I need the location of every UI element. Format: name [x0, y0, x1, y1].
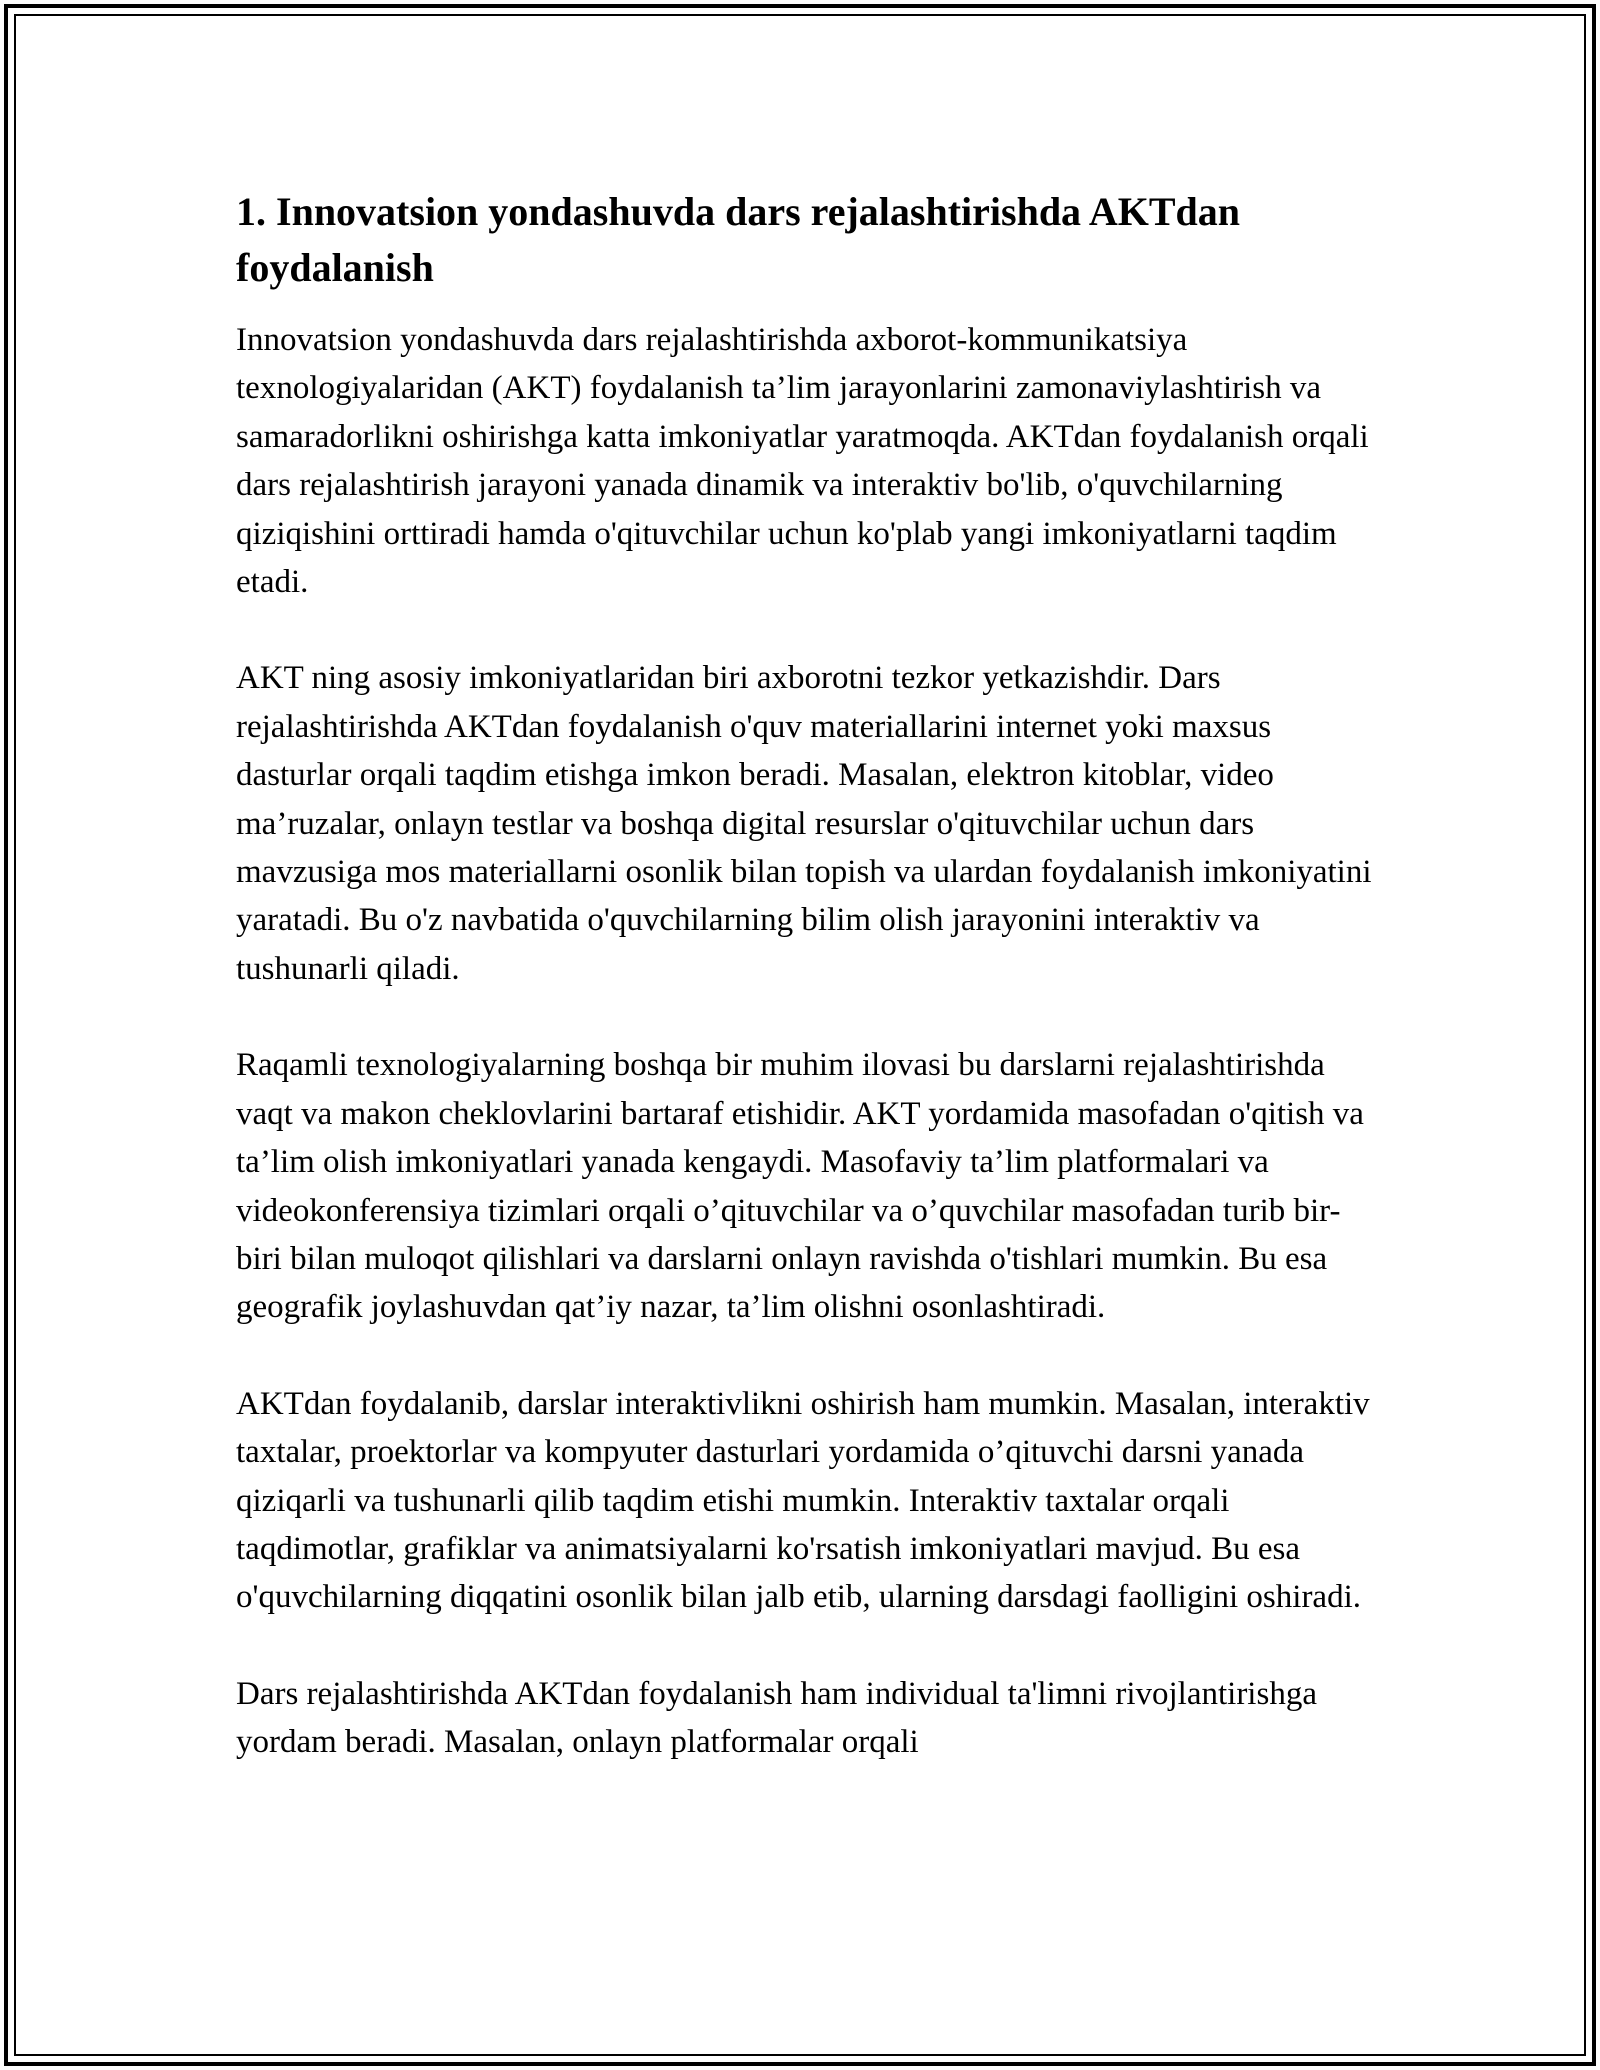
paragraph-3: Raqamli texnologiyalarning boshqa bir muhim ilovasi bu darslarni rejalashtirishda vaqt va makon cheklovlarini bartaraf etishidir. AKT yordamida masofadan o'qitish va ta’lim olish imkoniyatlari yanada kengaydi. Masofaviy ta’lim platformalari va videokonferensiya tizimlari orqali o’qituvchilar va o’quvchilar masofadan turib bir-biri bilan muloqot qilishlari va darslarni onlayn ravishda o'tishlari mumkin. Bu esa geografik joylashuvdan qat’iy nazar, ta’lim olishni osonlashtiradi.	[236, 1047, 1364, 1326]
document-body	[236, 184, 1376, 1815]
paragraph-1: Innovatsion yondashuvda dars rejalashtirishda axborot-kommunikatsiya texnologiyalaridan (AKT) foydalanish ta’lim jarayonlarini zamonaviylashtirish va samaradorlikni oshirishga katta imkoniyatlar yaratmoqda. AKTdan foydalanish orqali dars rejalashtirish jarayoni yanada dinamik va interaktiv bo'lib, o'quvchilarning qiziqishini orttiradi hamda o'qituvchilar uchun ko'plab yangi imkoniyatlarni taqdim etadi.	[236, 322, 1369, 601]
document-title: 1. Innovatsion yondashuvda dars rejalashtirishda AKTdan foydalanish	[236, 189, 1241, 290]
paragraph-5: Dars rejalashtirishda AKTdan foydalanish ham individual ta'limni rivojlantirishga yordam beradi. Masalan, onlayn platformalar orqali	[236, 1675, 1317, 1761]
paragraph-4: AKTdan foydalanib, darslar interaktivlikni oshirish ham mumkin. Masalan, interaktiv taxtalar, proektorlar va kompyuter dasturlari yordamida o’qituvchi darsni yanada qiziqarli va tushunarli qilib taqdim etishi mumkin. Interaktiv taxtalar orqali taqdimotlar, grafiklar va animatsiyalarni ko'rsatish imkoniyatlari mavjud. Bu esa o'quvchilarning diqqatini osonlik bilan jalb etib, ularning darsdagi faolligini oshiradi.	[236, 1385, 1370, 1616]
paragraph-2: AKT ning asosiy imkoniyatlaridan biri axborotni tezkor yetkazishdir. Dars rejalashtirishda AKTdan foydalanish o'quv materiallarini internet yoki maxsus dasturlar orqali taqdim etishga imkon beradi. Masalan, elektron kitoblar, video ma’ruzalar, onlayn testlar va boshqa digital resurslar o'qituvchilar uchun dars mavzusiga mos materiallarni osonlik bilan topish va ulardan foydalanish imkoniyatini yaratadi. Bu o'z navbatida o'quvchilarning bilim olish jarayonini interaktiv va tushunarli qiladi.	[236, 660, 1372, 987]
